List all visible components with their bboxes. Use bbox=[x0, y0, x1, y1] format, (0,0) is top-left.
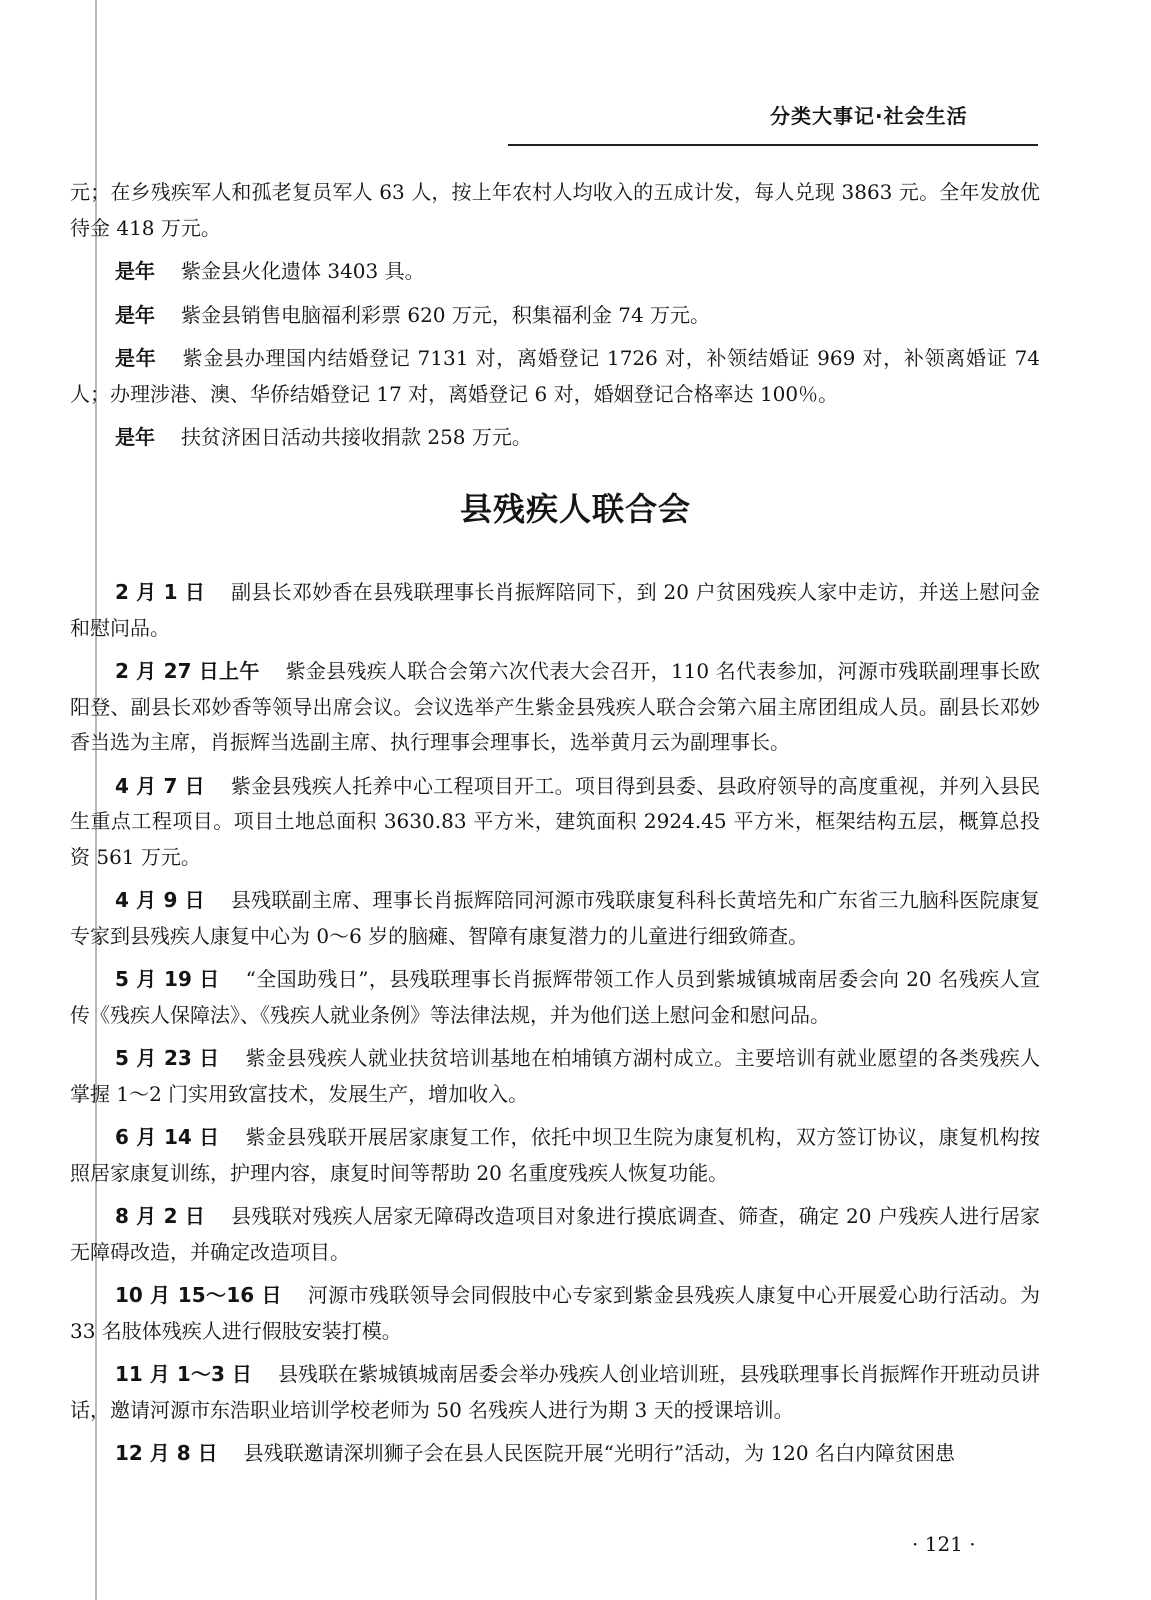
dated-entry bbox=[70, 1278, 1040, 1349]
entry-text: 紫金县残疾人就业扶贫培训基地在柏埔镇方湖村成立。主要培训有就业愿望的各类残疾人掌握 1～2 门实用致富技术，发展生产，增加收入。 bbox=[70, 1046, 1041, 1106]
entry-lead: 是年 bbox=[115, 259, 155, 283]
entry-date: 5 月 19 日 bbox=[115, 967, 220, 991]
entry-date: 2 月 1 日 bbox=[115, 580, 206, 604]
year-entry bbox=[70, 254, 1040, 290]
dated-entry bbox=[70, 1199, 1040, 1270]
dated-entry bbox=[70, 654, 1040, 761]
entry-text: 扶贫济困日活动共接收捐款 258 万元。 bbox=[181, 425, 532, 449]
entry-text: 紫金县残疾人联合会第六次代表大会召开，110 名代表参加，河源市残联副理事长欧阳登、副县长邓妙香等领导出席会议。会议选举产生紫金县残疾人联合会第六届主席团组成人员。副县长邓妙香当选为主席，肖振辉当选副主席、执行理事会理事长，选举黄月云为副理事长。 bbox=[70, 659, 1040, 754]
entry-text: 县残联在紫城镇城南居委会举办残疾人创业培训班，县残联理事长肖振辉作开班动员讲话，邀请河源市东浩职业培训学校老师为 50 名残疾人进行为期 3 天的授课培训。 bbox=[70, 1362, 1041, 1422]
entry-lead: 是年 bbox=[115, 302, 155, 327]
entry-text: 河源市残联领导会同假肢中心专家到紫金县残疾人康复中心开展爱心助行活动。为 33 名肢体残疾人进行假肢安装打模。 bbox=[70, 1283, 1041, 1343]
year-entry bbox=[70, 420, 1040, 456]
header-rule bbox=[508, 144, 1038, 146]
entry-date: 12 月 8 日 bbox=[115, 1441, 218, 1465]
entry-text: 县残联副主席、理事长肖振辉陪同河源市残联康复科科长黄培先和广东省三九脑科医院康复专家到县残疾人康复中心为 0～6 岁的脑瘫、智障有康复潜力的儿童进行细致筛查。 bbox=[70, 888, 1040, 948]
continued-paragraph bbox=[70, 175, 1040, 246]
entry-text: 紫金县办理国内结婚登记 7131 对，离婚登记 1726 对，补领结婚证 969 对，补领离婚证 74 人；办理涉港、澳、华侨结婚登记 17 对，离婚登记 6 对，婚姻登记合格率达 100％。 bbox=[70, 346, 1041, 406]
entry-text: 紫金县残疾人托养中心工程项目开工。项目得到县委、县政府领导的高度重视，并列入县民生重点工程项目。项目土地总面积 3630.83 平方米，建筑面积 2924.45 平方米，框架结构五层，概算总投资 561 万元。 bbox=[70, 773, 1040, 869]
entry-lead: 是年 bbox=[115, 425, 155, 449]
entry-date: 6 月 14 日 bbox=[115, 1125, 220, 1149]
dated-entry bbox=[70, 1120, 1040, 1191]
year-entry bbox=[70, 341, 1040, 412]
entry-date: 2 月 27 日上午 bbox=[115, 659, 260, 683]
page-number: · 121 · bbox=[912, 1532, 976, 1556]
entry-date: 5 月 23 日 bbox=[115, 1046, 220, 1070]
entry-text: 县残联对残疾人居家无障碍改造项目对象进行摸底调查、筛查，确定 20 户残疾人进行居家无障碍改造，并确定改造项目。 bbox=[70, 1204, 1040, 1264]
entry-text: 紫金县销售电脑福利彩票 620 万元，积集福利金 74 万元。 bbox=[181, 302, 711, 327]
section-entries bbox=[70, 575, 1040, 1480]
year-entry bbox=[70, 298, 1040, 334]
entry-text: 紫金县火化遗体 3403 具。 bbox=[181, 259, 425, 283]
running-header: 分类大事记·社会生活 bbox=[770, 104, 968, 128]
dated-entry bbox=[70, 1041, 1040, 1112]
entry-text: 副县长邓妙香在县残联理事长肖振辉陪同下，到 20 户贫困残疾人家中走访，并送上慰问金和慰问品。 bbox=[70, 580, 1040, 640]
entry-lead: 是年 bbox=[115, 346, 157, 370]
entry-text: 元；在乡残疾军人和孤老复员军人 63 人，按上年农村人均收入的五成计发，每人兑现 3863 元。全年发放优待金 418 万元。 bbox=[70, 180, 1040, 240]
entry-text: “全国助残日”，县残联理事长肖振辉带领工作人员到紫城镇城南居委会向 20 名残疾人宣传《残疾人保障法》、《残疾人就业条例》等法律法规，并为他们送上慰问金和慰问品。 bbox=[70, 967, 1040, 1027]
top-entries bbox=[70, 175, 1040, 464]
dated-entry bbox=[70, 575, 1040, 646]
dated-entry bbox=[70, 1357, 1040, 1428]
dated-entry bbox=[70, 962, 1040, 1033]
entry-date: 10 月 15～16 日 bbox=[115, 1283, 282, 1307]
entry-date: 4 月 7 日 bbox=[115, 773, 205, 798]
entry-date: 11 月 1～3 日 bbox=[115, 1362, 252, 1386]
dated-entry bbox=[70, 883, 1040, 954]
entry-date: 8 月 2 日 bbox=[115, 1204, 206, 1228]
dated-entry bbox=[70, 769, 1040, 876]
entry-date: 4 月 9 日 bbox=[115, 888, 205, 912]
dated-entry bbox=[70, 1436, 1040, 1472]
section-title: 县残疾人联合会 bbox=[459, 490, 691, 528]
entry-text: 县残联邀请深圳狮子会在县人民医院开展“光明行”活动，为 120 名白内障贫困患 bbox=[243, 1441, 955, 1465]
entry-text: 紫金县残联开展居家康复工作，依托中坝卫生院为康复机构，双方签订协议，康复机构按照居家康复训练，护理内容，康复时间等帮助 20 名重度残疾人恢复功能。 bbox=[70, 1125, 1041, 1185]
